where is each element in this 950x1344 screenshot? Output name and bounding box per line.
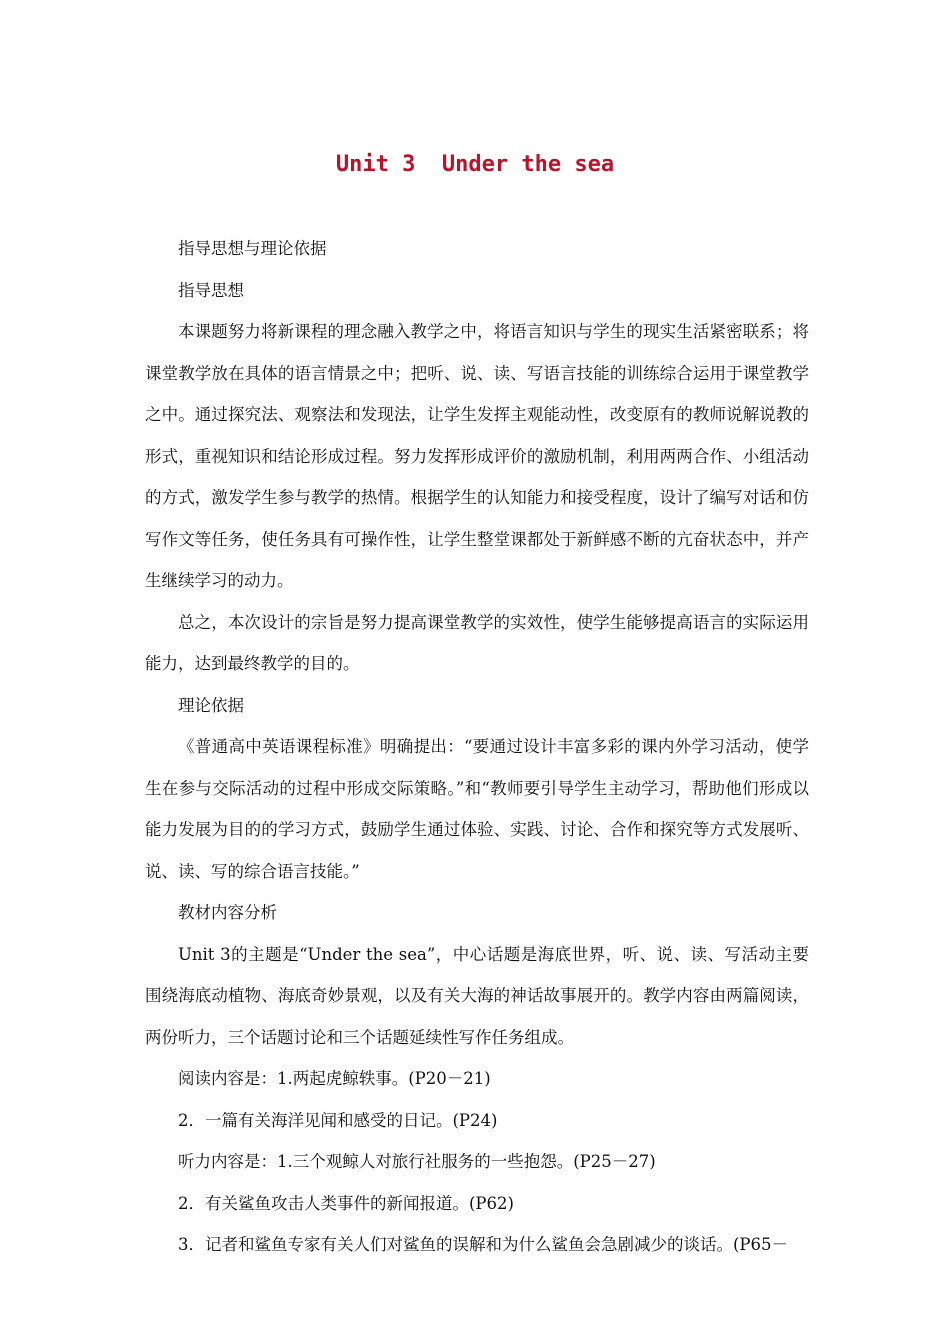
document-body [145,228,809,1266]
list-item: 2．有关鲨鱼攻击人类事件的新闻报道。(P62) [178,1193,514,1213]
body-paragraph: 本课题努力将新课程的理念融入教学之中，将语言知识与学生的现实生活紧密联系；将课堂教学放在具体的语言情景之中；把听、说、读、写语言技能的训练综合运用于课堂教学之中。通过探究法、观察法和发现法，让学生发挥主观能动性，改变原有的教师说解说教的形式，重视知识和结论形成过程。努力发挥形成评价的激励机制，利用两两合作、小组活动的方式，激发学生参与教学的热情。根据学生的认知能力和接受程度，设计了编写对话和仿写作文等任务，使任务具有可操作性，让学生整堂课都处于新鲜感不断的亢奋状态中，并产生继续学习的动力。 [145,322,809,590]
section-heading: 教材内容分析 [178,903,277,922]
list-item: 3．记者和鲨鱼专家有关人们对鲨鱼的误解和为什么鲨鱼会急剧减少的谈话。(P65－ [178,1235,789,1254]
subsection-heading: 理论依据 [178,695,244,715]
list-item: 阅读内容是：1.两起虎鲸轶事。(P20－21) [178,1069,491,1088]
section-heading: 指导思想与理论依据 [178,239,327,258]
document-title: Unit 3 Under the sea [335,152,615,177]
list-item: 听力内容是：1.三个观鲸人对旅行社服务的一些抱怨。(P25－27) [178,1152,656,1171]
body-paragraph: 《普通高中英语课程标准》明确提出：“要通过设计丰富多彩的课内外学习活动，使学生在参与交际活动的过程中形成交际策略。”和“教师要引导学生主动学习，帮助他们形成以能力发展为目的的学习方式，鼓励学生通过体验、实践、讨论、合作和探究等方式发展听、说、读、写的综合语言技能。” [145,737,809,881]
body-paragraph: Unit 3的主题是“Under the sea”，中心话题是海底世界，听、说、读、写活动主要围绕海底动植物、海底奇妙景观，以及有关大海的神话故事展开的。教学内容由两篇阅读，两份听力，三个话题讨论和三个话题延续性写作任务组成。 [145,944,809,1047]
subsection-heading: 指导思想 [178,280,244,300]
body-paragraph: 总之，本次设计的宗旨是努力提高课堂教学的实效性，使学生能够提高语言的实际运用能力，达到最终教学的目的。 [145,612,809,673]
list-item: 2．一篇有关海洋见闻和感受的日记。(P24) [178,1110,498,1130]
